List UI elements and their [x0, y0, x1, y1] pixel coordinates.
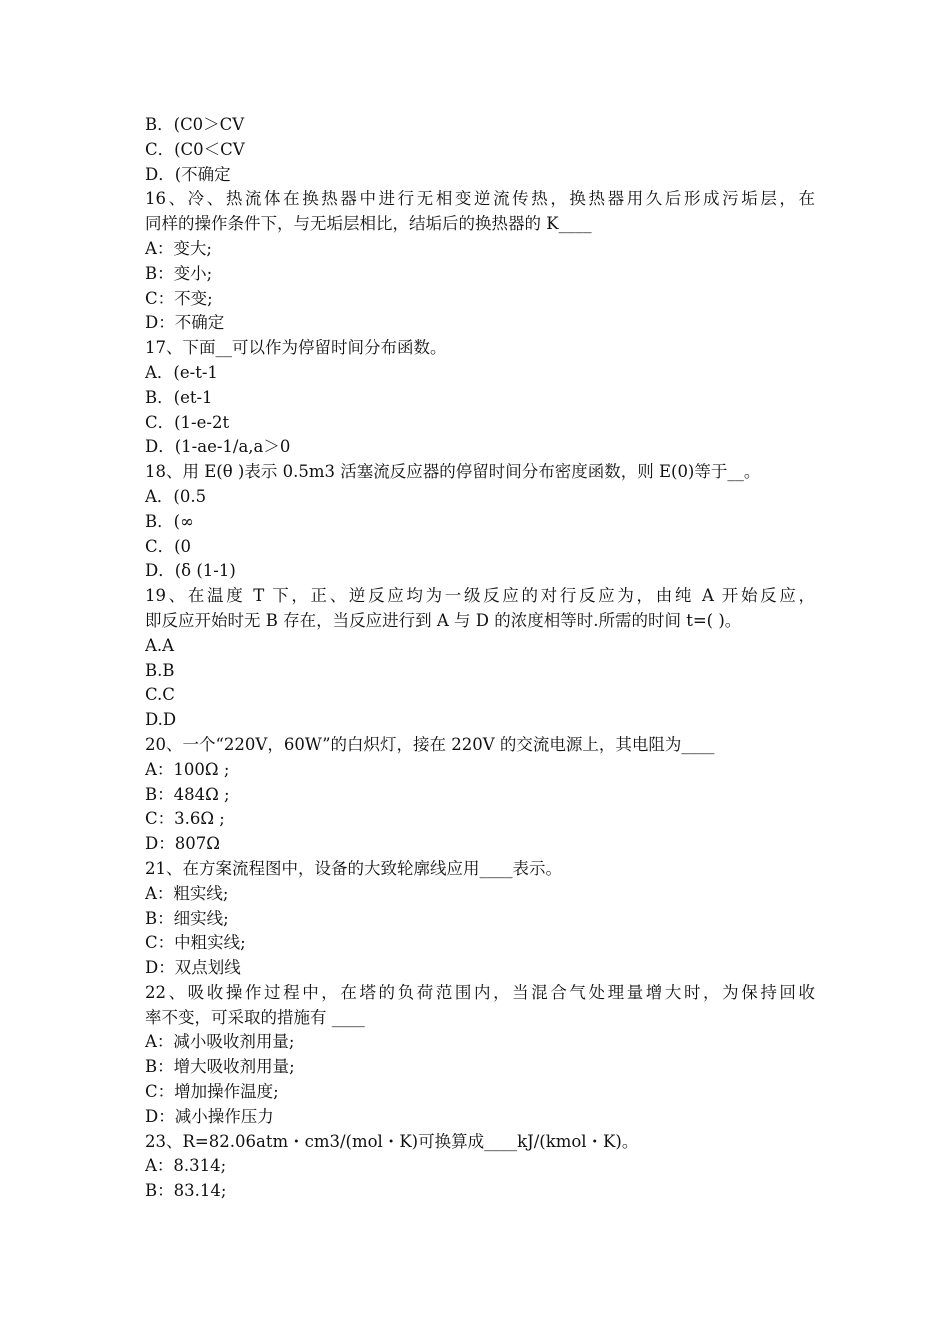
- question-22-line-2: 率不变，可采取的措施有 ____: [145, 1007, 365, 1027]
- option-line: A：变大;: [145, 238, 212, 258]
- question-19-line-1: 19、在温度 T 下，正、逆反应均为一级反应的对行反应为，由纯 A 开始反应，: [145, 586, 815, 606]
- question-21: 21、在方案流程图中，设备的大致轮廓线应用____表示。: [145, 858, 562, 878]
- option-line: A．(e-t-1: [145, 362, 218, 382]
- option-line: A．(0.5: [145, 486, 207, 506]
- option-line: C：增加操作温度;: [145, 1082, 279, 1102]
- option-line: C：3.6Ω ;: [145, 809, 225, 829]
- option-line: B：变小;: [145, 263, 213, 283]
- option-line: B.B: [145, 660, 175, 680]
- text-line: D．(不确定: [145, 164, 231, 184]
- option-line: A：100Ω ;: [145, 759, 230, 779]
- question-19-line-2: 即反应开始时无 B 存在，当反应进行到 A 与 D 的浓度相等时.所需的时间 t=( )。: [145, 610, 742, 630]
- option-line: D．(1-ae-1/a,a＞0: [145, 437, 291, 457]
- option-line: C：中粗实线;: [145, 933, 246, 953]
- question-23: 23、R=82.06atm・cm3/(mol・K)可换算成____kJ/(kmol・K)。: [145, 1131, 639, 1151]
- option-line: A：粗实线;: [145, 883, 229, 903]
- question-17: 17、下面__可以作为停留时间分布函数。: [145, 338, 447, 358]
- option-line: B：细实线;: [145, 908, 229, 928]
- option-line: C．(1-e-2t: [145, 412, 230, 432]
- option-line: D：双点划线: [145, 958, 241, 978]
- option-line: C.C: [145, 685, 175, 705]
- option-line: A：8.314;: [145, 1156, 227, 1176]
- option-line: B：484Ω ;: [145, 784, 230, 804]
- option-line: D：807Ω: [145, 834, 220, 854]
- option-line: A.A: [145, 635, 175, 655]
- question-20: 20、一个“220V，60W”的白炽灯，接在 220V 的交流电源上，其电阻为____: [145, 734, 715, 754]
- option-line: D：不确定: [145, 313, 225, 333]
- option-line: B．(∞: [145, 511, 194, 531]
- option-line: C．(0: [145, 536, 192, 556]
- option-line: B．(et-1: [145, 387, 213, 407]
- question-22-line-1: 22、吸收操作过程中，在塔的负荷范围内，当混合气处理量增大时，为保持回收: [145, 982, 815, 1002]
- option-line: B：83.14;: [145, 1181, 227, 1201]
- question-16-line-1: 16、冷、热流体在换热器中进行无相变逆流传热，换热器用久后形成污垢层，在: [145, 189, 815, 209]
- question-16-line-2: 同样的操作条件下，与无垢层相比，结垢后的换热器的 K____: [145, 214, 592, 234]
- option-line: A：减小吸收剂用量;: [145, 1032, 295, 1052]
- text-line: B．(C0＞CV: [145, 115, 245, 134]
- text-line: C．(C0＜CV: [145, 139, 245, 159]
- option-line: D.D: [145, 710, 177, 730]
- question-18: 18、用 E(θ )表示 0.5m3 活塞流反应器的停留时间分布密度函数，则 E(0)等于__。: [145, 462, 761, 482]
- option-line: B：增大吸收剂用量;: [145, 1057, 295, 1077]
- option-line: C：不变;: [145, 288, 213, 308]
- option-line: D．(δ (1-1): [145, 561, 236, 581]
- option-line: D：减小操作压力: [145, 1106, 274, 1126]
- question-text-block: [145, 113, 815, 1204]
